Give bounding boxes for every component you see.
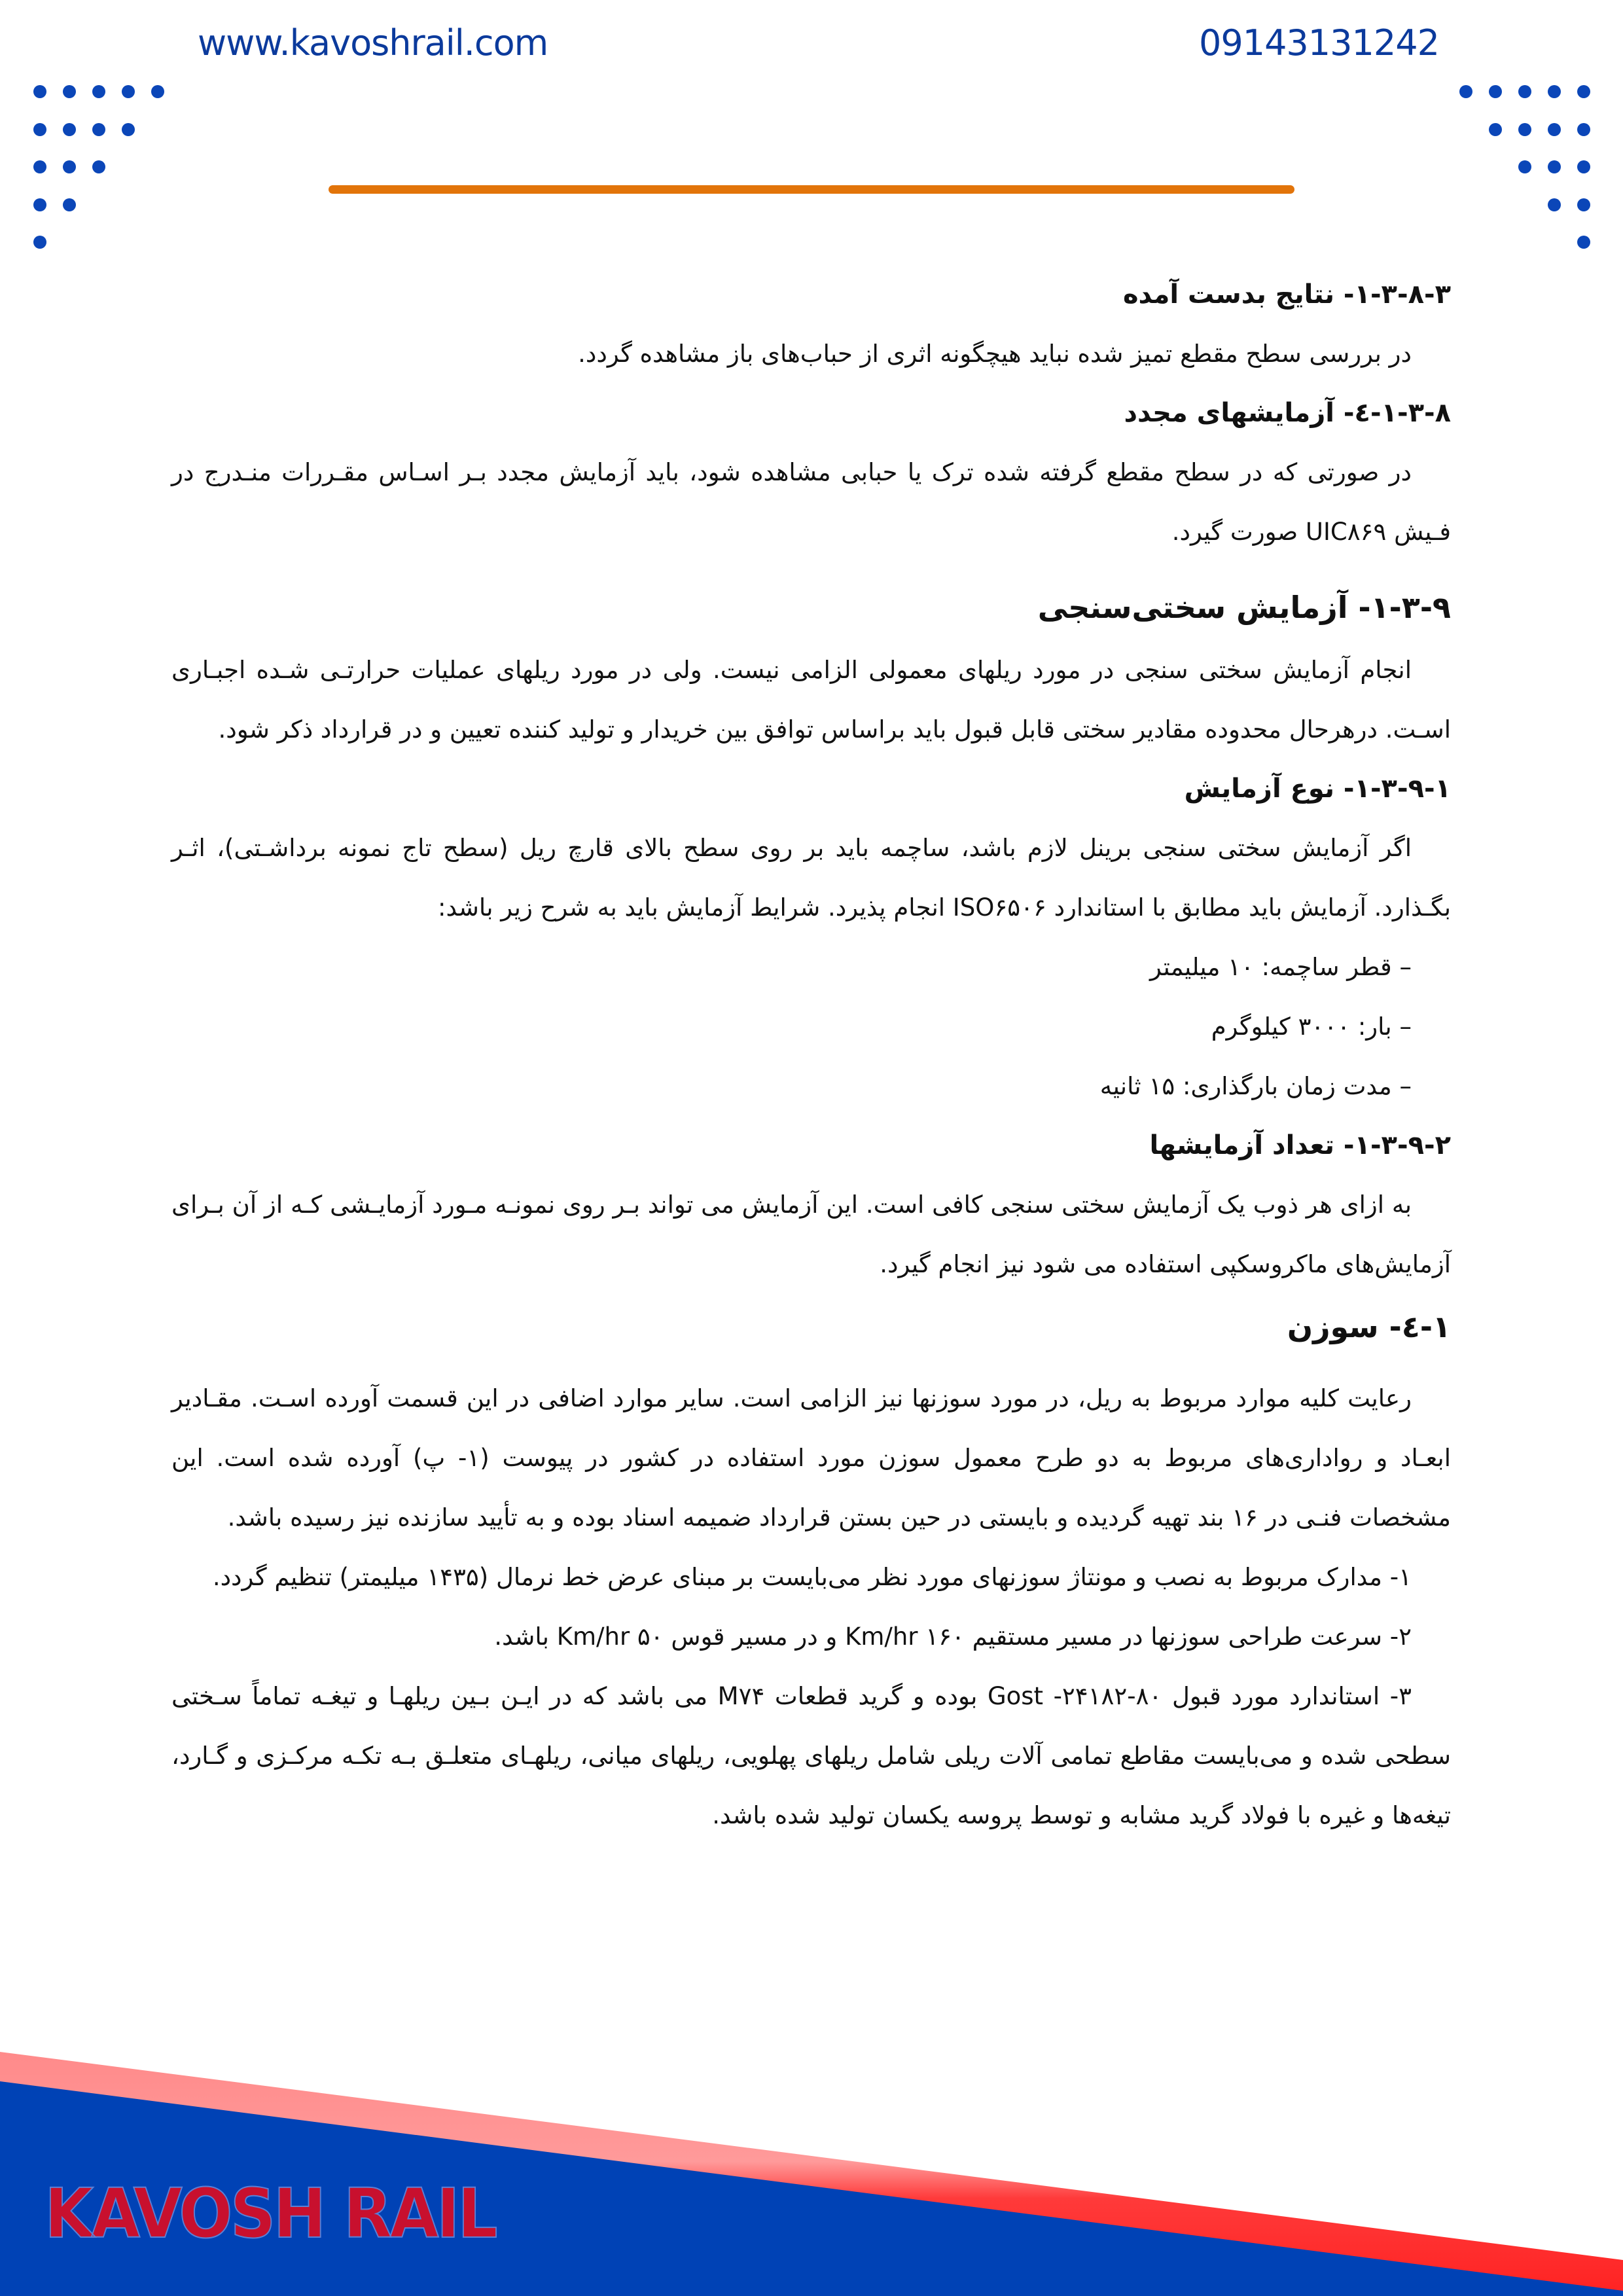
- list-item: – بار: ۳۰۰۰ کیلوگرم: [1211, 1013, 1412, 1041]
- dot: [33, 160, 46, 173]
- dot: [1518, 123, 1531, 136]
- dot: [1489, 123, 1502, 136]
- dot: [33, 85, 46, 98]
- numbered-item: ۳- استاندارد مورد قبول ۸۰-۲۴۱۸۲- Gost بوده و گرید قطعات M۷۴ می باشد که در ایـن بـین ریلهـا و تیغـه تماماً سـختی سطحی شده و می‌بایست مقاطع تمامی آلات ریلی شامل ریلهای پهلویی، ریلهای میانی، ریلهـای متعلـق بـه تکـه مرکـزی و گـارد، تیغه‌ها و غیره با فولاد گرید مشابه و توسط پروسه یکسان تولید شده باشد.: [171, 1682, 1451, 1829]
- dot: [1577, 236, 1590, 249]
- dot: [1548, 123, 1561, 136]
- paragraph: به ازای هر ذوب یک آزمایش سختی سنجی کافی است. این آزمایش می تواند بـر روی نمونـه مـورد آزمایـشی کـه از آن بـرای آزمایش‌های ماکروسکپی استفاده می شود نیز انجام گیرد.: [171, 1191, 1451, 1278]
- dot: [92, 123, 105, 136]
- dot: [63, 198, 76, 211]
- dot: [63, 123, 76, 136]
- dot: [151, 85, 164, 98]
- numbered-item: ۱- مدارک مربوط به نصب و مونتاژ سوزنهای مورد نظر می‌بایست بر مبنای عرض خط نرمال (۱۴۳۵ میلیمتر) تنظیم گردد.: [212, 1563, 1412, 1591]
- phone-number: 09143131242: [1199, 22, 1439, 63]
- dot: [63, 160, 76, 173]
- dot: [1577, 198, 1590, 211]
- section-heading: ۱-۳-۸-۳- نتایج بدست آمده: [1122, 279, 1451, 310]
- decorative-dots-left: [33, 85, 164, 255]
- dot: [1577, 160, 1590, 173]
- dot: [63, 85, 76, 98]
- dot: [1518, 85, 1531, 98]
- numbered-item: ۲- سرعت طراحی سوزنها در مسیر مستقیم ۱۶۰ Km/hr و در مسیر قوس ۵۰ Km/hr باشد.: [494, 1623, 1412, 1651]
- paragraph: در بررسی سطح مقطع تمیز شده نباید هیچگونه اثری از حباب‌های باز مشاهده گردد.: [578, 340, 1412, 368]
- dot: [33, 123, 46, 136]
- dot: [92, 85, 105, 98]
- list-item: – مدت زمان بارگذاری: ۱۵ ثانیه: [1099, 1072, 1412, 1100]
- section-heading: ۱-۳-۹- آزمایش سختی‌سنجی: [1037, 590, 1451, 625]
- list-item: – قطر ساچمه: ۱۰ میلیمتر: [1150, 953, 1412, 981]
- dot: [33, 236, 46, 249]
- dot: [1548, 85, 1561, 98]
- dot: [1577, 123, 1590, 136]
- section-heading: ۱-٤- سوزن: [1287, 1309, 1451, 1344]
- section-heading: ۱-۳-۸-٤- آزمایشهای مجدد: [1124, 398, 1451, 428]
- dot: [1548, 160, 1561, 173]
- dot: [1518, 160, 1531, 173]
- company-logo: KAVOSH RAIL: [45, 2174, 495, 2253]
- document-body: [171, 265, 1451, 1845]
- dot: [92, 160, 105, 173]
- paragraph: در صورتی که در سطح مقطع گرفته شده ترک یا حبابی مشاهده شود، باید آزمایش مجدد بـر اسـاس مقـررات منـدرج در فـیش UIC۸۶۹ صورت گیرد.: [171, 458, 1451, 546]
- section-heading: ۱-۳-۹-۲- تعداد آزمایشها: [1149, 1130, 1451, 1160]
- header-divider: [329, 185, 1294, 194]
- dot: [33, 198, 46, 211]
- dot: [1489, 85, 1502, 98]
- paragraph: انجام آزمایش سختی سنجی در مورد ریلهای معمولی الزامی نیست. ولی در مورد ریلهای عملیات حرارتـی شـده اجبـاری اسـت. درهرحال محدوده مقادیر سختی قابل قبول باید براساس توافق بین خریدار و تولید کننده تعیین و در قرارداد ذکر شود.: [171, 656, 1451, 744]
- decorative-dots-right: [1459, 85, 1590, 255]
- dot: [1548, 198, 1561, 211]
- website-url[interactable]: www.kavoshrail.com: [198, 22, 548, 63]
- dot: [122, 85, 135, 98]
- paragraph: رعایت کلیه موارد مربوط به ریل، در مورد سوزنها نیز الزامی است. سایر موارد اضافی در این قسمت آورده اسـت. مقـادیر ابعـاد و رواداری‌های مربوط به دو طرح معمول سوزن مورد استفاده در کشور در پیوست (۱- پ) آورده شده است. این مشخصات فنـی در ۱۶ بند تهیه گردیده و بایستی در حین بستن قرارداد ضمیمه اسناد بوده و به تأیید سازنده نیز رسیده باشد.: [171, 1384, 1452, 1532]
- section-heading: ۱-۳-۹-۱- نوع آزمایش: [1184, 774, 1451, 804]
- dot: [1459, 85, 1472, 98]
- dot: [1577, 85, 1590, 98]
- dot: [122, 123, 135, 136]
- paragraph: اگر آزمایش سختی سنجی برینل لازم باشد، ساچمه باید بر روی سطح بالای قارچ ریل (سطح تاج نمونه برداشـتی)، اثـر بگـذارد. آزمایش باید مطابق با استاندارد ISO۶۵۰۶ انجام پذیرد. شرایط آزمایش باید به شرح زیر باشد:: [171, 834, 1451, 922]
- footer-band: [0, 2016, 1623, 2296]
